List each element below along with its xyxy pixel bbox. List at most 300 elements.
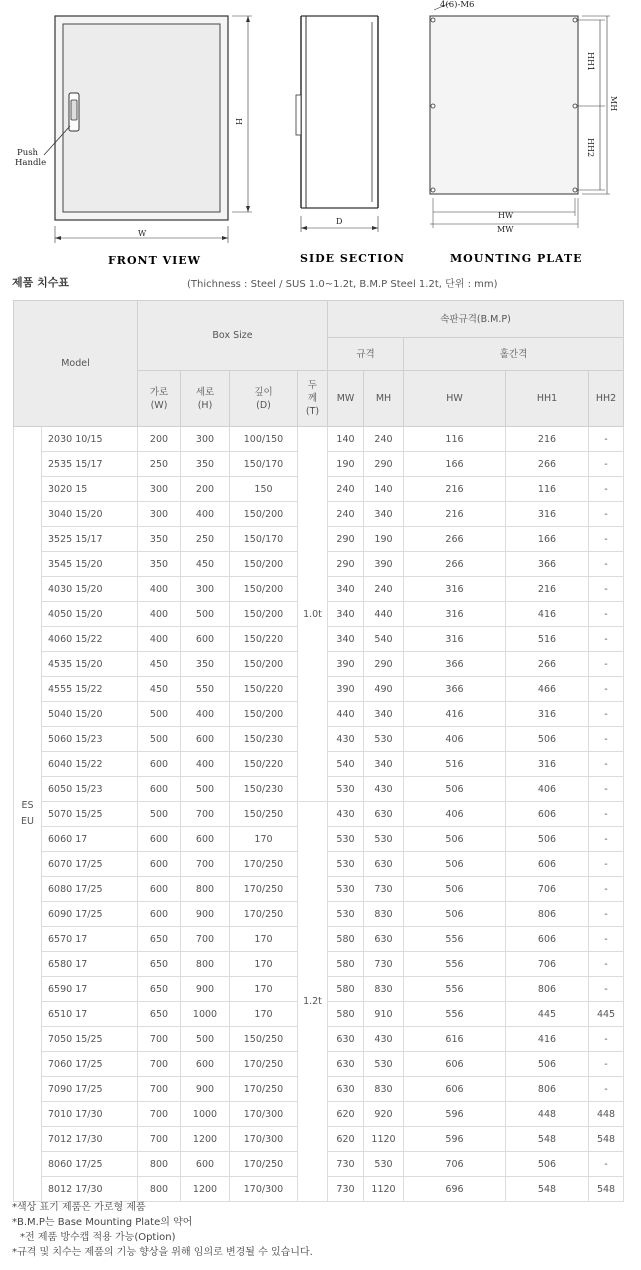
- w-cell: 800: [138, 1152, 181, 1177]
- model-group-cell: [14, 427, 42, 1202]
- hh1-cell: 466: [506, 677, 589, 702]
- section-title: 제품 치수표: [12, 276, 69, 289]
- w-cell: 400: [138, 577, 181, 602]
- hw-cell: 166: [404, 452, 506, 477]
- h-cell: 400: [181, 752, 230, 777]
- width-dim-label: W: [138, 229, 147, 238]
- hh1-cell: 266: [506, 452, 589, 477]
- hh1-cell: 316: [506, 702, 589, 727]
- hh1-cell: 506: [506, 727, 589, 752]
- header-mw: MW: [328, 371, 364, 427]
- group-label: EU: [21, 816, 34, 827]
- h-cell: 200: [181, 477, 230, 502]
- header-box-size: Box Size: [138, 301, 328, 371]
- w-cell: 600: [138, 777, 181, 802]
- model-cell: 6570 17: [42, 927, 138, 952]
- h-cell: 600: [181, 1152, 230, 1177]
- mw-cell: 630: [328, 1027, 364, 1052]
- d-cell: 150/230: [230, 727, 298, 752]
- w-cell: 650: [138, 927, 181, 952]
- w-cell: 400: [138, 602, 181, 627]
- model-cell: 3040 15/20: [42, 502, 138, 527]
- hh1-cell: 266: [506, 652, 589, 677]
- model-cell: 6080 17/25: [42, 877, 138, 902]
- d-cell: 150/200: [230, 602, 298, 627]
- hh2-cell: -: [589, 452, 624, 477]
- h-cell: 600: [181, 827, 230, 852]
- footnote: *B.M.P는 Base Mounting Plate의 약어: [12, 1217, 193, 1228]
- hw-cell: 516: [404, 752, 506, 777]
- hh1-cell: 806: [506, 977, 589, 1002]
- hh2-cell: 548: [589, 1177, 624, 1202]
- hh1-cell: 516: [506, 627, 589, 652]
- d-cell: 170: [230, 827, 298, 852]
- model-cell: 6050 15/23: [42, 777, 138, 802]
- model-cell: 3545 15/20: [42, 552, 138, 577]
- mw-cell: 730: [328, 1152, 364, 1177]
- mw-cell: 580: [328, 1002, 364, 1027]
- mh-cell: 630: [364, 852, 404, 877]
- model-cell: 4535 15/20: [42, 652, 138, 677]
- d-cell: 150: [230, 477, 298, 502]
- h-cell: 700: [181, 852, 230, 877]
- mh-cell: 830: [364, 977, 404, 1002]
- d-cell: 170: [230, 1002, 298, 1027]
- h-cell: 300: [181, 577, 230, 602]
- hh1-cell: 706: [506, 877, 589, 902]
- mh-cell: 1120: [364, 1127, 404, 1152]
- h-cell: 900: [181, 977, 230, 1002]
- hh1-cell: 416: [506, 1027, 589, 1052]
- model-cell: 4060 15/22: [42, 627, 138, 652]
- mw-cell: 530: [328, 877, 364, 902]
- h-cell: 350: [181, 452, 230, 477]
- hh1-cell: 316: [506, 752, 589, 777]
- header-d: 깊이 (D): [230, 371, 298, 427]
- mh-cell: 920: [364, 1102, 404, 1127]
- hh1-cell: 445: [506, 1002, 589, 1027]
- front-view-caption: FRONT VIEW: [108, 254, 202, 267]
- mh-cell: 390: [364, 552, 404, 577]
- d-cell: 150/220: [230, 627, 298, 652]
- hh1-cell: 506: [506, 1152, 589, 1177]
- h-cell: 900: [181, 902, 230, 927]
- d-cell: 100/150: [230, 427, 298, 452]
- mw-cell: 430: [328, 802, 364, 827]
- model-cell: 3020 15: [42, 477, 138, 502]
- table-row: [14, 427, 624, 452]
- hh1-cell: 166: [506, 527, 589, 552]
- mw-cell: 190: [328, 452, 364, 477]
- mw-cell: 340: [328, 602, 364, 627]
- hh2-cell: -: [589, 927, 624, 952]
- handle-label: Handle: [15, 158, 47, 168]
- hh2-cell: -: [589, 702, 624, 727]
- hh1-dim-label: HH1: [586, 52, 595, 72]
- hh2-cell: 445: [589, 1002, 624, 1027]
- hh1-cell: 506: [506, 827, 589, 852]
- hh2-cell: -: [589, 677, 624, 702]
- model-cell: 6070 17/25: [42, 852, 138, 877]
- hh1-cell: 216: [506, 577, 589, 602]
- thickness-cell: 1.2t: [298, 802, 328, 1202]
- mh-cell: 440: [364, 602, 404, 627]
- mw-cell: 530: [328, 827, 364, 852]
- hh2-cell: -: [589, 1052, 624, 1077]
- mw-cell: 440: [328, 702, 364, 727]
- hw-cell: 506: [404, 852, 506, 877]
- height-dim-label: H: [234, 118, 243, 125]
- header-h: 세로 (H): [181, 371, 230, 427]
- footnote: *전 제품 방수캡 적용 가능(Option): [20, 1232, 176, 1243]
- mw-cell: 390: [328, 677, 364, 702]
- header-bmp: 속판규격(B.M.P): [328, 301, 624, 338]
- h-cell: 900: [181, 1077, 230, 1102]
- mh-cell: 240: [364, 577, 404, 602]
- w-cell: 250: [138, 452, 181, 477]
- hw-cell: 616: [404, 1027, 506, 1052]
- h-cell: 600: [181, 627, 230, 652]
- w-cell: 650: [138, 952, 181, 977]
- d-cell: 170: [230, 927, 298, 952]
- model-cell: 4555 15/22: [42, 677, 138, 702]
- mh-cell: 530: [364, 727, 404, 752]
- hw-cell: 216: [404, 477, 506, 502]
- hh1-cell: 606: [506, 927, 589, 952]
- hh1-cell: 216: [506, 427, 589, 452]
- h-cell: 800: [181, 877, 230, 902]
- model-cell: 4030 15/20: [42, 577, 138, 602]
- h-cell: 800: [181, 952, 230, 977]
- hh2-dim-label: HH2: [586, 138, 595, 158]
- hw-cell: 556: [404, 1002, 506, 1027]
- section-note: (Thichness : Steel / SUS 1.0~1.2t, B.M.P Steel 1.2t, 단위 : mm): [187, 279, 498, 290]
- hh2-cell: -: [589, 752, 624, 777]
- mh-dim-label: MH: [609, 96, 618, 112]
- hh2-cell: -: [589, 427, 624, 452]
- mh-cell: 190: [364, 527, 404, 552]
- hw-cell: 506: [404, 827, 506, 852]
- mh-cell: 830: [364, 1077, 404, 1102]
- mh-cell: 530: [364, 1052, 404, 1077]
- hh2-cell: -: [589, 502, 624, 527]
- hh1-cell: 406: [506, 777, 589, 802]
- mh-cell: 830: [364, 902, 404, 927]
- footnotes: [12, 1200, 632, 1260]
- mh-cell: 490: [364, 677, 404, 702]
- model-cell: 7050 15/25: [42, 1027, 138, 1052]
- d-cell: 150/250: [230, 1027, 298, 1052]
- hh2-cell: -: [589, 627, 624, 652]
- model-cell: 7010 17/30: [42, 1102, 138, 1127]
- mounting-plate-drawing: [430, 3, 610, 228]
- hh2-cell: -: [589, 827, 624, 852]
- mh-cell: 630: [364, 802, 404, 827]
- hw-cell: 596: [404, 1102, 506, 1127]
- header-hole-spacing: 홀간격: [404, 338, 624, 371]
- hh1-cell: 416: [506, 602, 589, 627]
- w-cell: 350: [138, 527, 181, 552]
- hh2-cell: -: [589, 477, 624, 502]
- hw-cell: 606: [404, 1077, 506, 1102]
- hh2-cell: -: [589, 852, 624, 877]
- w-cell: 450: [138, 677, 181, 702]
- d-cell: 150/200: [230, 502, 298, 527]
- mh-cell: 1120: [364, 1177, 404, 1202]
- mh-cell: 910: [364, 1002, 404, 1027]
- group-label: ES: [21, 800, 34, 811]
- header-mh: MH: [364, 371, 404, 427]
- hh2-cell: -: [589, 952, 624, 977]
- h-cell: 400: [181, 702, 230, 727]
- mh-cell: 240: [364, 427, 404, 452]
- d-cell: 170/300: [230, 1177, 298, 1202]
- h-cell: 1200: [181, 1177, 230, 1202]
- hw-cell: 506: [404, 902, 506, 927]
- hh2-cell: -: [589, 727, 624, 752]
- mw-cell: 240: [328, 502, 364, 527]
- thickness-cell: 1.0t: [298, 427, 328, 802]
- d-cell: 150/200: [230, 577, 298, 602]
- w-cell: 700: [138, 1102, 181, 1127]
- hh2-cell: -: [589, 902, 624, 927]
- d-cell: 170/300: [230, 1127, 298, 1152]
- w-cell: 450: [138, 652, 181, 677]
- hw-cell: 366: [404, 677, 506, 702]
- mh-cell: 530: [364, 827, 404, 852]
- mh-cell: 730: [364, 877, 404, 902]
- w-cell: 500: [138, 727, 181, 752]
- mw-cell: 430: [328, 727, 364, 752]
- w-cell: 350: [138, 552, 181, 577]
- hw-cell: 556: [404, 977, 506, 1002]
- d-cell: 150/220: [230, 677, 298, 702]
- hh2-cell: -: [589, 1027, 624, 1052]
- hole-spec-label: 4(6)-M6: [440, 0, 475, 10]
- mh-cell: 530: [364, 1152, 404, 1177]
- d-cell: 170/250: [230, 877, 298, 902]
- model-cell: 6060 17: [42, 827, 138, 852]
- h-cell: 300: [181, 427, 230, 452]
- hh1-cell: 706: [506, 952, 589, 977]
- model-cell: 2030 10/15: [42, 427, 138, 452]
- hw-cell: 416: [404, 702, 506, 727]
- hw-cell: 606: [404, 1052, 506, 1077]
- hw-cell: 556: [404, 952, 506, 977]
- hh1-cell: 606: [506, 852, 589, 877]
- hh2-cell: -: [589, 777, 624, 802]
- hh2-cell: 448: [589, 1102, 624, 1127]
- hh1-cell: 606: [506, 802, 589, 827]
- d-cell: 170/250: [230, 852, 298, 877]
- header-hh2: HH2: [589, 371, 624, 427]
- d-cell: 170: [230, 952, 298, 977]
- hh2-cell: 548: [589, 1127, 624, 1152]
- model-cell: 6590 17: [42, 977, 138, 1002]
- d-cell: 150/200: [230, 552, 298, 577]
- mw-cell: 240: [328, 477, 364, 502]
- h-cell: 700: [181, 802, 230, 827]
- dimension-table: [13, 300, 624, 1202]
- model-cell: 7060 17/25: [42, 1052, 138, 1077]
- mh-cell: 290: [364, 452, 404, 477]
- header-model: Model: [14, 301, 138, 427]
- d-cell: 150/230: [230, 777, 298, 802]
- mw-cell: 390: [328, 652, 364, 677]
- h-cell: 250: [181, 527, 230, 552]
- h-cell: 700: [181, 927, 230, 952]
- footnote: *규격 및 치수는 제품의 기능 향상을 위해 임의로 변경될 수 있습니다.: [12, 1247, 313, 1258]
- hw-cell: 706: [404, 1152, 506, 1177]
- front-view-drawing: [44, 16, 252, 243]
- table-row: [14, 802, 624, 827]
- mh-cell: 290: [364, 652, 404, 677]
- mh-cell: 540: [364, 627, 404, 652]
- hh2-cell: -: [589, 877, 624, 902]
- side-section-caption: SIDE SECTION: [300, 252, 405, 265]
- mw-cell: 530: [328, 777, 364, 802]
- mw-cell: 290: [328, 552, 364, 577]
- hh2-cell: -: [589, 527, 624, 552]
- header-t: 두 께 (T): [298, 371, 328, 427]
- hh2-cell: -: [589, 1152, 624, 1177]
- hh2-cell: -: [589, 577, 624, 602]
- hh2-cell: -: [589, 552, 624, 577]
- model-cell: 2535 15/17: [42, 452, 138, 477]
- d-cell: 170/250: [230, 902, 298, 927]
- h-cell: 400: [181, 502, 230, 527]
- hw-cell: 316: [404, 602, 506, 627]
- d-cell: 150/250: [230, 802, 298, 827]
- mw-cell: 340: [328, 627, 364, 652]
- hh1-cell: 316: [506, 502, 589, 527]
- w-cell: 650: [138, 1002, 181, 1027]
- hw-cell: 506: [404, 777, 506, 802]
- h-cell: 1000: [181, 1002, 230, 1027]
- model-cell: 5060 15/23: [42, 727, 138, 752]
- model-cell: 3525 15/17: [42, 527, 138, 552]
- h-cell: 1200: [181, 1127, 230, 1152]
- hh1-cell: 806: [506, 1077, 589, 1102]
- h-cell: 500: [181, 777, 230, 802]
- mw-dim-label: MW: [497, 225, 514, 234]
- header-hw: HW: [404, 371, 506, 427]
- mw-cell: 530: [328, 902, 364, 927]
- mounting-plate-caption: MOUNTING PLATE: [450, 252, 583, 265]
- header-spec: 규격: [328, 338, 404, 371]
- d-cell: 150/170: [230, 452, 298, 477]
- d-cell: 170/300: [230, 1102, 298, 1127]
- hh1-cell: 548: [506, 1127, 589, 1152]
- mw-cell: 290: [328, 527, 364, 552]
- mw-cell: 620: [328, 1102, 364, 1127]
- w-cell: 700: [138, 1052, 181, 1077]
- w-cell: 700: [138, 1127, 181, 1152]
- hw-cell: 556: [404, 927, 506, 952]
- hh2-cell: -: [589, 1077, 624, 1102]
- mw-cell: 630: [328, 1052, 364, 1077]
- model-cell: 7012 17/30: [42, 1127, 138, 1152]
- hw-cell: 596: [404, 1127, 506, 1152]
- model-cell: 6040 15/22: [42, 752, 138, 777]
- depth-dim-label: D: [336, 217, 343, 226]
- hw-cell: 316: [404, 627, 506, 652]
- model-cell: 5070 15/25: [42, 802, 138, 827]
- w-cell: 800: [138, 1177, 181, 1202]
- model-cell: 6510 17: [42, 1002, 138, 1027]
- hh2-cell: -: [589, 802, 624, 827]
- d-cell: 150/200: [230, 702, 298, 727]
- d-cell: 170/250: [230, 1152, 298, 1177]
- model-cell: 8012 17/30: [42, 1177, 138, 1202]
- side-section-drawing: [296, 16, 378, 232]
- w-cell: 500: [138, 802, 181, 827]
- d-cell: 150/170: [230, 527, 298, 552]
- h-cell: 600: [181, 727, 230, 752]
- w-cell: 600: [138, 877, 181, 902]
- model-cell: 5040 15/20: [42, 702, 138, 727]
- mh-cell: 340: [364, 752, 404, 777]
- mw-cell: 580: [328, 977, 364, 1002]
- w-cell: 600: [138, 852, 181, 877]
- mw-cell: 580: [328, 927, 364, 952]
- hh1-cell: 448: [506, 1102, 589, 1127]
- w-cell: 600: [138, 752, 181, 777]
- w-cell: 300: [138, 502, 181, 527]
- model-cell: 6090 17/25: [42, 902, 138, 927]
- w-cell: 200: [138, 427, 181, 452]
- hw-cell: 696: [404, 1177, 506, 1202]
- h-cell: 500: [181, 602, 230, 627]
- push-label: Push: [17, 148, 39, 158]
- hw-cell: 266: [404, 527, 506, 552]
- section-header: [12, 274, 632, 292]
- model-cell: 7090 17/25: [42, 1077, 138, 1102]
- h-cell: 1000: [181, 1102, 230, 1127]
- table-body: [14, 427, 624, 1202]
- mh-cell: 340: [364, 502, 404, 527]
- hh2-cell: -: [589, 652, 624, 677]
- hw-cell: 406: [404, 727, 506, 752]
- hh1-cell: 366: [506, 552, 589, 577]
- technical-drawings: [0, 0, 641, 270]
- mw-cell: 630: [328, 1077, 364, 1102]
- hw-cell: 366: [404, 652, 506, 677]
- d-cell: 170: [230, 977, 298, 1002]
- h-cell: 500: [181, 1027, 230, 1052]
- d-cell: 170/250: [230, 1052, 298, 1077]
- w-cell: 400: [138, 627, 181, 652]
- hh1-cell: 116: [506, 477, 589, 502]
- w-cell: 500: [138, 702, 181, 727]
- mw-cell: 580: [328, 952, 364, 977]
- w-cell: 700: [138, 1027, 181, 1052]
- h-cell: 350: [181, 652, 230, 677]
- header-hh1: HH1: [506, 371, 589, 427]
- hw-cell: 216: [404, 502, 506, 527]
- mw-cell: 340: [328, 577, 364, 602]
- model-cell: 4050 15/20: [42, 602, 138, 627]
- mw-cell: 530: [328, 852, 364, 877]
- h-cell: 600: [181, 1052, 230, 1077]
- mh-cell: 140: [364, 477, 404, 502]
- hh1-cell: 806: [506, 902, 589, 927]
- hw-cell: 116: [404, 427, 506, 452]
- model-cell: 6580 17: [42, 952, 138, 977]
- mw-cell: 620: [328, 1127, 364, 1152]
- mw-cell: 540: [328, 752, 364, 777]
- model-cell: 8060 17/25: [42, 1152, 138, 1177]
